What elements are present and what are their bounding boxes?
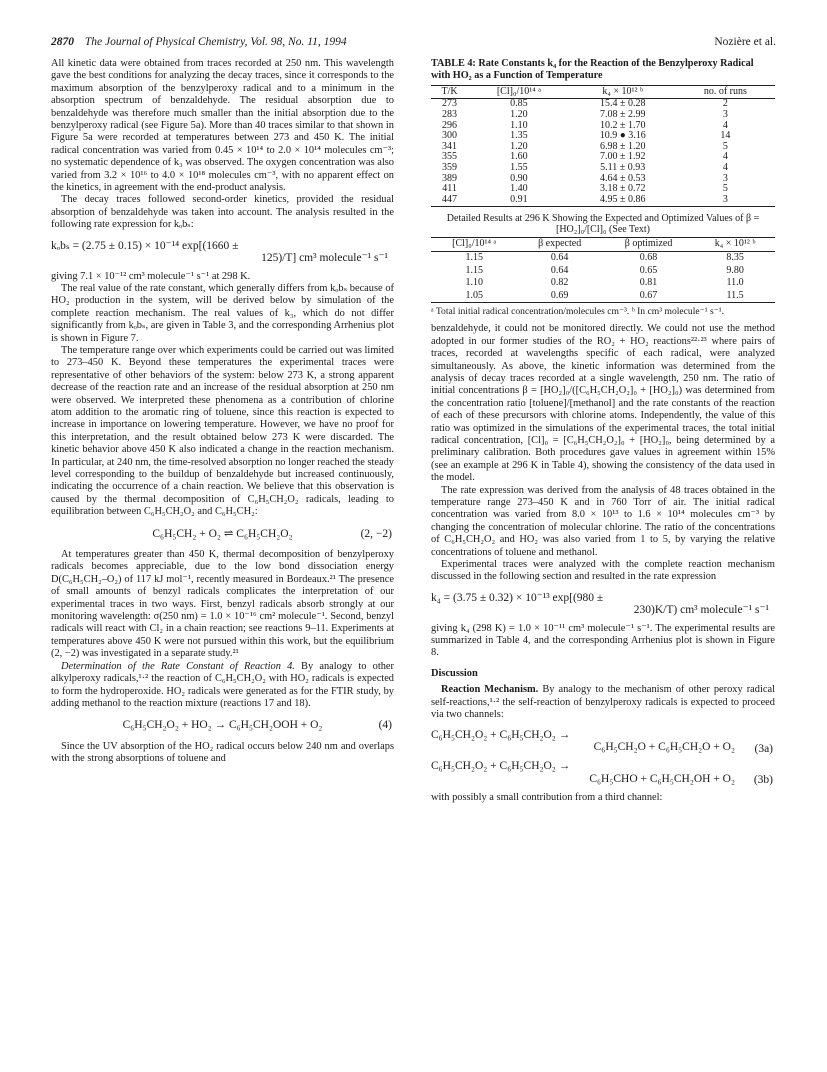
table-cell: 341 bbox=[442, 140, 458, 152]
table-cell: 8.35 bbox=[726, 251, 744, 263]
table-cell: 3 bbox=[722, 172, 728, 184]
table-cell: 1.60 bbox=[510, 151, 528, 163]
equation-line: 125)/T] cm³ molecule⁻¹ s⁻¹ bbox=[261, 252, 388, 265]
table-cell: 10.2 ± 1.70 bbox=[599, 119, 646, 131]
table-cell: 1.55 bbox=[510, 161, 528, 173]
equation-3b bbox=[431, 760, 775, 785]
equation-line: 230)K/T) cm³ molecule⁻¹ s⁻¹ bbox=[633, 604, 769, 617]
table-cell: 1.05 bbox=[431, 290, 517, 303]
table-cell: 4.64 ± 0.53 bbox=[599, 172, 646, 184]
table-cell: 2 bbox=[722, 98, 728, 110]
equation-line: C₆H₅CH₂O₂ + C₆H₅CH₂O₂ → bbox=[431, 760, 571, 773]
paragraph: The temperature range over which experiments could be carried out was limited to 273–450 K. Beyond these temperatures the experimental traces were representative of other behaviors of the system: below 273 K, a strong apparent decrease of the reaction rate and an increase of the residual absorption at 250 nm were observed. We interpreted these phenomena as a contribution of chlorine atom addition to the aromatic ring of toluene, since this reaction is expected to increase in importance on lowering temperature. However, we have no proof for this interpretation, and the result obtained below 273 K were discarded. The kinetic behavior above 450 K also indicated a change in the reaction mechanism. In particular, at 240 nm, the time-resolved absorption no longer reached the steady level corresponding to the buildup of benzaldehyde but increased continuously, indicating the occurrence of a chain reaction. We believe that this observation is caused by the thermal decomposition of C₆H₅CH₂O₂ radicals, leading to equilibration between C₆H₅CH₂O₂ and C₆H₅CH₂: bbox=[51, 344, 394, 518]
journal-title: The Journal of Physical Chemistry, Vol. 98, No. 11, 1994 bbox=[84, 36, 347, 48]
table-cell: 1.10 bbox=[510, 119, 528, 131]
paragraph bbox=[51, 661, 394, 711]
table-cell: 283 bbox=[442, 109, 458, 120]
paragraph: All kinetic data were obtained from traces recorded at 250 nm. This wavelength gave the best conditions for analyzing the decay traces, since it corresponds to the maximum absorption of the benzylperoxy radical and to a minimum in the absorption spectrum of benzaldehyde. The residual absorption due to benzaldehyde was therefore much smaller than the initial absorption due to the benzylperoxy radical (see Figure 5a). More than 40 traces similar to that shown in Figure 5a were recorded at temperatures between 273 and 450 K. The initial radical concentration was varied from 0.45 × 10¹⁴ to 2.0 × 10¹⁴ molecules cm⁻³; no systematic dependence of k₃ was observed. The oxygen concentration was also varied from 3.2 × 10¹⁶ to 4.0 × 10¹⁸ molecules cm⁻³, with no apparent effect on the kinetics, in agreement with the end-product analysis. bbox=[51, 58, 394, 194]
paragraph: At temperatures greater than 450 K, thermal decomposition of benzylperoxy radicals becomes appreciable, due to the low bond dissociation energy D(C₆H₅CH₂–O₂) of 117 kJ mol⁻¹, recently measured in Bordeaux.²¹ The presence of small amounts of benzyl radicals complicates the interpretation of our experimental traces in two ways. First, benzyl radicals absorb strongly at our monitoring wavelength: σ(250 nm) = 1.0 × 10⁻¹⁶ cm² molecule⁻¹. Second, benzyl radicals will react with Cl₂ in a chain reaction; see reactions 9–11. Experiments at temperatures above 450 K were not pursued within this work, but the equilibrium (2, −2) was investigated in a separate study.²¹ bbox=[51, 549, 394, 660]
table-cell: 14 bbox=[720, 130, 731, 142]
table-cell: 5 bbox=[722, 183, 728, 195]
table-cell: 0.68 bbox=[639, 251, 658, 263]
table-cell: 11.0 bbox=[726, 277, 744, 289]
paragraph-heading: Determination of the Rate Constant of Reaction 4. bbox=[61, 660, 295, 672]
paragraph: benzaldehyde, it could not be monitored directly. We could not use the method adopted in our former studies of the RO₂ + HO₂ reactions²²·²³ where pairs of traces, recorded at wavelengths specific of each radical, were analyzed simultaneously. As above, the kinetic information was determined from the analysis of decay traces recorded at a single wavelength, 250 nm. The ratio of initial concentrations β = [HO₂]₀/([C₆H₅CH₂O₂]₀ + [HO₂]₀) was determined from the concentration ratio [toluene]/[methanol] and the rate constants of the reaction of each of these precursors with chlorine atoms. Independently, the value of this ratio was optimized in the simulations of the experimental traces, the total initial radical concentration, [Cl]₀ = [C₆H₅CH₂O₂]₀ + [HO₂]₀, being determined by a preliminary calibration. Both procedures gave values in agreement within 15% (see an example at 296 K in Table 4), showing the consistency of the data used in the model. bbox=[431, 323, 775, 484]
equation-line: C₆H₅CH₂ + O₂ ⇌ C₆H₅CH₂O₂ bbox=[152, 527, 293, 540]
running-header bbox=[51, 36, 776, 52]
table-cell: 0.81 bbox=[639, 277, 658, 289]
column-header: β expected bbox=[517, 238, 602, 252]
table-cell: 7.00 ± 1.92 bbox=[599, 151, 646, 163]
paragraph bbox=[431, 684, 775, 721]
table-footnote: ᵃ Total initial radical concentration/molecules cm⁻³. ᵇ In cm³ molecule⁻¹ s⁻¹. bbox=[431, 306, 725, 318]
equation-2 bbox=[51, 528, 394, 540]
table-cell: 4 bbox=[722, 151, 728, 163]
table-cell: 389 bbox=[442, 172, 458, 184]
table-row bbox=[431, 290, 775, 303]
table-cell: 359 bbox=[442, 161, 458, 173]
table-title: TABLE 4: Rate Constants k₄ for the Reaction of the Benzylperoxy Radical with HO₂ as a Function of Temperature bbox=[431, 58, 754, 82]
paragraph: giving 7.1 × 10⁻¹² cm³ molecule⁻¹ s⁻¹ at 298 K. bbox=[51, 270, 251, 282]
table-header-row bbox=[431, 85, 775, 99]
column-header: [Cl]₀/10¹⁴ ᵃ bbox=[431, 238, 517, 252]
rate-constants-table bbox=[431, 85, 775, 208]
table-cell: 7.08 ± 2.99 bbox=[599, 109, 646, 120]
table-cell: 447 bbox=[431, 195, 468, 207]
table-cell: 5 bbox=[722, 140, 728, 152]
table-cell: 0.67 bbox=[602, 290, 695, 303]
table-cell: 1.15 bbox=[465, 251, 483, 263]
table-row bbox=[431, 277, 775, 290]
table-cell: 0.69 bbox=[517, 290, 602, 303]
paragraph: The decay traces followed second-order kinetics, provided the residual absorption of benzaldehyde was taken into account. The analysis resulted in the following rate expression for kₒbₛ: bbox=[51, 194, 394, 231]
equation-line: C₆H₅CH₂O₂ + C₆H₅CH₂O₂ → bbox=[431, 728, 571, 741]
table-cell: 1.10 bbox=[465, 277, 483, 289]
paragraph-body: By analogy to the mechanism of other peroxy radical self-reactions,¹·² the self-reaction of benzylperoxy radicals is expected to proceed via two channels: bbox=[431, 684, 775, 721]
table-cell: 411 bbox=[442, 183, 457, 195]
table-cell: 0.91 bbox=[468, 195, 570, 207]
column-header: β optimized bbox=[602, 238, 695, 252]
left-column bbox=[51, 58, 394, 766]
table-row bbox=[431, 195, 775, 207]
table-cell: 1.20 bbox=[510, 109, 528, 120]
table-body bbox=[431, 99, 775, 207]
table-cell: 1.15 bbox=[465, 264, 483, 276]
table-cell: 5.11 ± 0.93 bbox=[600, 161, 646, 173]
column-header: no. of runs bbox=[676, 85, 775, 99]
detailed-results-table bbox=[431, 237, 775, 303]
table-cell: 1.20 bbox=[510, 140, 528, 152]
table-cell: 1.35 bbox=[510, 130, 528, 142]
table-cell: 3.18 ± 0.72 bbox=[599, 183, 646, 195]
equation-number: (3a) bbox=[754, 742, 773, 755]
paragraph-body: By analogy to other alkylperoxy radicals,¹·² the reaction of C₆H₅CH₂O₂ with HO₂ radicals is expected to form the hydroperoxide. HO₂ radicals were generated as for the FTIR study, by adding methanol to the reaction mixture (reactions 17 and 18). bbox=[51, 660, 394, 709]
table-header-row bbox=[431, 238, 775, 252]
equation-line: kₒbₛ = (2.75 ± 0.15) × 10⁻¹⁴ exp[(1660 ± bbox=[51, 239, 239, 252]
table-cell: 0.64 bbox=[550, 264, 569, 276]
table-row bbox=[431, 110, 775, 121]
column-header: k₄ × 10¹² ᵇ bbox=[695, 238, 775, 252]
table-body bbox=[431, 251, 775, 302]
table-cell: 4 bbox=[722, 119, 728, 131]
page-number: 2870 bbox=[51, 36, 74, 48]
paragraph: with possibly a small contribution from a third channel: bbox=[431, 792, 663, 804]
equation-number: (4) bbox=[378, 719, 392, 732]
column-header: [Cl]₀/10¹⁴ ᵃ bbox=[468, 85, 570, 99]
equation-3a bbox=[431, 729, 775, 754]
table-cell: 355 bbox=[442, 151, 458, 163]
paragraph: Experimental traces were analyzed with the complete reaction mechanism discussed in the following section and resulted in the rate expression bbox=[431, 559, 775, 583]
table-cell: 0.90 bbox=[510, 172, 528, 184]
table-cell: 0.82 bbox=[550, 277, 569, 289]
equation-4 bbox=[51, 719, 394, 731]
paragraph: Since the UV absorption of the HO₂ radical occurs below 240 nm and overlaps with the strong absorptions of toluene and bbox=[51, 740, 394, 765]
paragraph: giving k₄ (298 K) = 1.0 × 10⁻¹¹ cm³ molecule⁻¹ s⁻¹. The experimental results are summarized in Table 4, and the corresponding Arrhenius plot is shown in Figure 8. bbox=[431, 622, 775, 659]
column-header: k₄ × 10¹² ᵇ bbox=[570, 85, 676, 99]
paragraph: The real value of the rate constant, which generally differs from kₒbₛ because of HO₂ production in the system, will be derived below by simulation of the complete reaction mechanism. The real values of k₃, which do not differ significantly from kₒbₛ, are given in Table 3, and the corresponding Arrhenius plot is shown in Figure 7. bbox=[51, 282, 394, 344]
table-row bbox=[431, 251, 775, 264]
equation-line: C₆H₅CH₂O₂ + HO₂ → C₆H₅CH₂OOH + O₂ bbox=[122, 719, 323, 732]
table-cell: 4 bbox=[722, 161, 728, 173]
table-cell: 0.65 bbox=[639, 264, 658, 276]
paragraph: The rate expression was derived from the analysis of 48 traces obtained in the temperature range 273–450 K and in 760 Torr of air. The initial radical concentration was varied from 8.0 × 10¹³ to 1.6 × 10¹⁴ molecules cm⁻³ by changing the concentration of molecular chlorine. The ratio of the concentrations of C₆H₅CH₂O₂ and HO₂ was also varied from 1 to 5, by varying the relative concentrations of toluene and methanol. bbox=[431, 484, 775, 558]
equation-line: C₆H₅CH₂O + C₆H₅CH₂O + O₂ bbox=[593, 740, 735, 753]
table-cell: 15.4 ± 0.28 bbox=[599, 98, 646, 110]
equation-number: (2, −2) bbox=[360, 527, 392, 540]
table-cell: 0.64 bbox=[550, 251, 569, 263]
equation-number: (3b) bbox=[753, 774, 773, 787]
paragraph-heading: Reaction Mechanism. bbox=[441, 684, 539, 696]
table-subtitle: Detailed Results at 296 K Showing the Expected and Optimized Values of β = [HO₂]₀/[Cl]₀ (See Text) bbox=[446, 213, 760, 236]
table-cell: 11.5 bbox=[695, 290, 775, 303]
table-cell: 6.98 ± 1.20 bbox=[599, 140, 646, 152]
equation-line: k₄ = (3.75 ± 0.32) × 10⁻¹³ exp[(980 ± bbox=[431, 591, 604, 604]
table-cell: 9.80 bbox=[726, 264, 744, 276]
right-column bbox=[431, 58, 775, 805]
table-cell: 300 bbox=[442, 130, 458, 142]
table-cell: 3 bbox=[676, 195, 775, 207]
column-header: T/K bbox=[431, 85, 468, 99]
table-cell: 1.40 bbox=[510, 183, 528, 195]
table-cell: 0.85 bbox=[510, 98, 528, 110]
table-row bbox=[431, 265, 775, 278]
section-heading: Discussion bbox=[431, 667, 478, 679]
table-cell: 3 bbox=[722, 109, 728, 120]
table-cell: 10.9 ● 3.16 bbox=[599, 130, 646, 142]
table-cell: 273 bbox=[442, 98, 458, 110]
equation-kobs bbox=[51, 240, 394, 265]
table-cell: 296 bbox=[442, 119, 458, 131]
table-cell: 4.95 ± 0.86 bbox=[570, 195, 676, 207]
equation-k4 bbox=[431, 592, 775, 617]
equation-line: C₆H₅CHO + C₆H₅CH₂OH + O₂ bbox=[589, 772, 735, 785]
header-authors: Nozière et al. bbox=[714, 36, 776, 48]
table-row bbox=[431, 163, 775, 174]
